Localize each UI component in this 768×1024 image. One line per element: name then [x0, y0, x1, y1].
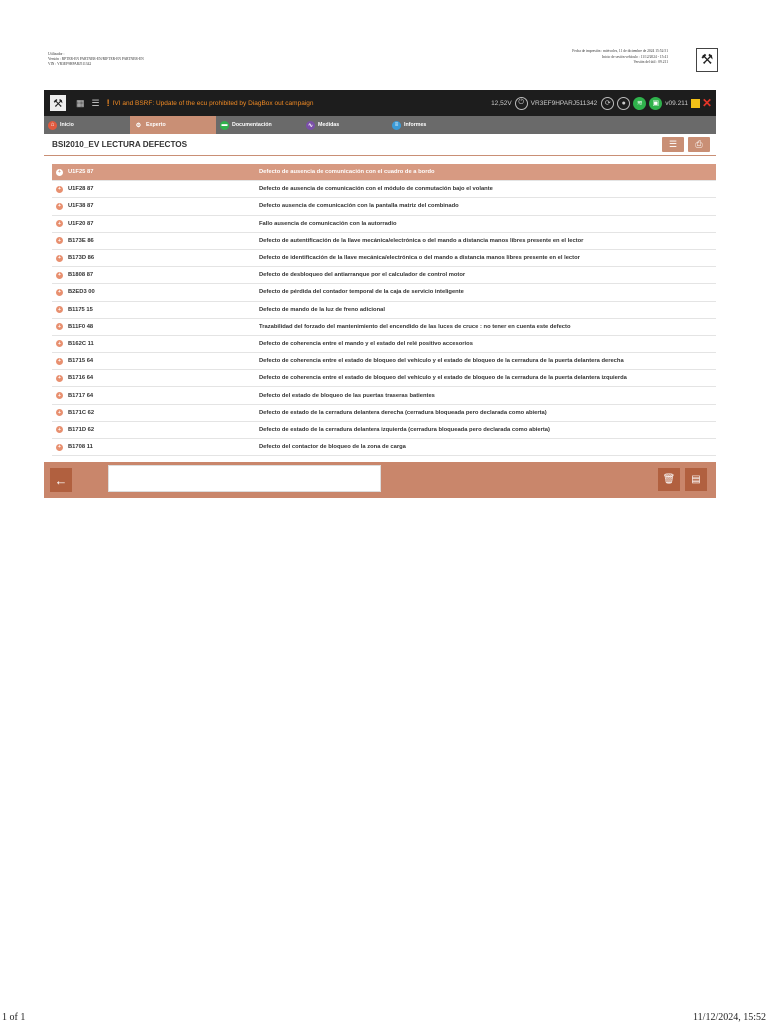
alert-message[interactable]: IVI and BSRF: Update of the ecu prohibited by DiagBox out campaign — [112, 99, 314, 107]
fault-description: Defecto de ausencia de comunicación con el módulo de conmutación bajo el volante — [259, 186, 493, 193]
tools-icon: ⚙ — [135, 122, 142, 129]
fault-code: B1716 64 — [68, 375, 94, 382]
fault-expand-icon[interactable]: + — [56, 220, 63, 227]
fault-description: Defecto de autentificación de la llave mecánica/electrónica o del mando a distancia manos libres presente en el lector — [259, 237, 584, 244]
fault-expand-icon[interactable]: + — [56, 444, 63, 451]
fault-description: Defecto de estado de la cerradura delantera izquierda (cerradura bloqueada pero declarada como abierta) — [259, 426, 550, 433]
nav-item-label: Medidas — [318, 122, 340, 128]
nav-item-medidas[interactable] — [302, 116, 388, 134]
print-header-user: Utilizador : — [48, 52, 65, 56]
delete-button[interactable] — [658, 468, 680, 491]
arrow-left-icon: ← — [54, 472, 68, 488]
fault-code: B1715 64 — [68, 358, 94, 365]
fault-description: Defecto de pérdida del contador temporal de la caja de servicio inteligente — [259, 289, 464, 296]
back-button[interactable] — [50, 468, 72, 492]
fault-row[interactable] — [52, 439, 716, 456]
grid-menu-icon[interactable]: ▦ — [76, 97, 85, 108]
title-actions — [662, 137, 710, 152]
fault-row[interactable] — [52, 267, 716, 284]
fault-row[interactable] — [52, 181, 716, 198]
fault-expand-icon[interactable]: + — [56, 237, 63, 244]
fault-row[interactable] — [52, 387, 716, 404]
print-header-print-date: Fecha de impresión : miércoles, 11 de diciembre de 2024 15:52:51 — [572, 49, 668, 53]
report-icon: ≡ — [392, 121, 401, 130]
fault-description: Defecto de ausencia de comunicación con el cuadro de a bordo — [259, 169, 435, 176]
print-header-version: Versión : RPTER-EN PARTNER-EN/RIFTER-EN PARTNER-EN — [48, 57, 144, 61]
fault-row[interactable] — [52, 370, 716, 387]
main-nav — [44, 116, 716, 134]
footer-bar — [44, 462, 716, 498]
fault-description: Defecto de desbloqueo del antiarranque por el calculador de control motor — [259, 272, 466, 279]
fault-description: Defecto del contactor de bloqueo de la zona de carga — [259, 444, 406, 451]
nav-item-label: Experto — [146, 122, 166, 128]
fault-description: Fallo ausencia de comunicación con la autorradio — [259, 220, 397, 227]
fault-row[interactable] — [52, 302, 716, 319]
fault-expand-icon[interactable]: + — [56, 392, 63, 399]
fault-code: U1F25 87 — [68, 169, 94, 176]
fault-code: B1717 64 — [68, 392, 94, 399]
power-icon[interactable]: ⏻ — [515, 97, 528, 110]
list-menu-icon[interactable]: ☰ — [91, 97, 100, 108]
nav-item-experto[interactable] — [130, 116, 216, 134]
nav-item-inicio[interactable] — [44, 116, 130, 134]
panel-icon: ▤ — [691, 474, 701, 485]
fault-table — [52, 164, 716, 456]
filter-list-icon: ☰ — [668, 139, 678, 149]
fault-code: B1808 87 — [68, 272, 94, 279]
page-title: BSI2010_EV LECTURA DEFECTOS — [52, 140, 188, 149]
lock-icon[interactable]: ▣ — [649, 97, 662, 110]
trash-icon: 🗑 — [662, 474, 676, 485]
fault-expand-icon[interactable]: + — [56, 323, 63, 330]
fault-row[interactable] — [52, 198, 716, 215]
fault-expand-icon[interactable]: + — [56, 306, 63, 313]
fault-row[interactable] — [52, 284, 716, 301]
fault-description: Defecto de identificación de la llave mecánica/electrónica o del mando a distancia manos libres presente en el lector — [259, 255, 580, 262]
fault-row[interactable] — [52, 336, 716, 353]
user-icon[interactable]: ● — [617, 97, 630, 110]
close-icon[interactable]: ✕ — [701, 96, 712, 110]
folder-icon: ▬ — [221, 122, 228, 128]
fault-expand-icon[interactable]: + — [56, 255, 63, 262]
warning-icon: ! — [106, 98, 110, 108]
fault-code: U1F28 87 — [68, 186, 94, 193]
nav-item-label: Inicio — [60, 122, 74, 128]
fault-row[interactable] — [52, 319, 716, 336]
fault-description: Defecto ausencia de comunicación con la pantalla matriz del combinado — [259, 203, 459, 210]
fault-row[interactable] — [52, 233, 716, 250]
nav-item-label: Documentación — [232, 122, 272, 128]
footer-input[interactable] — [108, 465, 381, 492]
minimize-button[interactable] — [691, 99, 700, 108]
fault-expand-icon[interactable]: + — [56, 203, 63, 210]
fault-expand-icon[interactable]: + — [56, 409, 63, 416]
fault-description: Defecto de mando de la luz de freno adicional — [259, 306, 385, 313]
print-header-tool-version: Versión del útil : 09.211 — [633, 60, 668, 65]
fault-expand-icon[interactable]: + — [56, 272, 63, 279]
refresh-icon[interactable]: ⟳ — [601, 97, 614, 110]
fault-row[interactable] — [52, 216, 716, 233]
fault-description: Defecto del estado de bloqueo de las puertas traseras batientes — [259, 392, 435, 399]
fault-description: Defecto de coherencia entre el mando y el estado del relé positivo accesorios — [259, 340, 473, 347]
fault-expand-icon[interactable]: + — [56, 289, 63, 296]
fault-row[interactable] — [52, 422, 716, 439]
print-header-session-start: Inicio de sesión vehículo : 11/12/2024 - 15:41 — [601, 54, 668, 59]
fault-row[interactable] — [52, 164, 716, 181]
page-count: 1 of 1 — [2, 1012, 26, 1023]
nav-item-label: Informes — [404, 122, 427, 128]
fault-code: B171D 62 — [68, 426, 95, 433]
print-header-left — [48, 52, 144, 67]
fault-expand-icon[interactable]: + — [56, 375, 63, 382]
fault-code: B11F0 48 — [68, 323, 94, 330]
print-header-right — [572, 49, 668, 66]
diagbox-app-logo-icon[interactable]: ⚒ — [50, 95, 66, 111]
fault-code: B1708 11 — [68, 444, 93, 451]
fault-code: B171C 62 — [68, 409, 95, 416]
fault-code: B173E 86 — [68, 237, 94, 244]
clear-faults-button[interactable] — [685, 468, 707, 491]
fault-description: Defecto de estado de la cerradura delantera derecha (cerradura bloqueada pero declarada como abierta) — [259, 409, 547, 416]
print-button[interactable] — [688, 137, 710, 152]
filter-button[interactable] — [662, 137, 684, 152]
fault-description: Defecto de coherencia entre el estado de bloqueo del vehículo y el estado de bloqueo de la cerradura de la puerta delantera izquierda — [259, 375, 627, 382]
fault-code: B1175 15 — [68, 306, 93, 313]
vehicle-vin: VR3EF9HPARJ511342 — [530, 99, 598, 107]
fault-row[interactable] — [52, 250, 716, 267]
fault-code: U1F20 87 — [68, 220, 94, 227]
fault-description: Trazabilidad del forzado del mantenimiento del encendido de las luces de cruce : no tener en cuenta este defecto — [259, 323, 571, 330]
fault-expand-icon[interactable]: + — [56, 426, 63, 433]
page-title-bar — [44, 134, 716, 156]
print-header-vin: VIN : VR3EF9HPARJ511342 — [48, 62, 92, 66]
wifi-icon[interactable]: ≋ — [633, 97, 646, 110]
print-header — [48, 48, 718, 74]
fault-expand-icon[interactable]: + — [56, 169, 63, 176]
print-timestamp: 11/12/2024, 15:52 — [693, 1012, 766, 1023]
fault-row[interactable] — [52, 405, 716, 422]
fault-row[interactable] — [52, 353, 716, 370]
home-icon: ⌂ — [48, 121, 57, 130]
diagbox-app — [44, 90, 716, 498]
nav-item-informes[interactable] — [388, 116, 474, 134]
fault-code: B173D 86 — [68, 255, 95, 262]
fault-description: Defecto de coherencia entre el estado de bloqueo del vehículo y el estado de bloqueo de la cerradura de la puerta delantera derecha — [259, 358, 624, 365]
top-bar — [44, 90, 716, 116]
fault-code: B2ED3 00 — [68, 289, 95, 296]
fault-code: U1F38 87 — [68, 203, 94, 210]
fault-code: B162C 11 — [68, 340, 94, 347]
software-version: v09.211 — [665, 99, 688, 107]
fault-expand-icon[interactable]: + — [56, 358, 63, 365]
print-icon: ⎙ — [695, 139, 703, 149]
diagbox-logo-icon: ⚒ — [696, 48, 718, 72]
fault-expand-icon[interactable]: + — [56, 340, 63, 347]
fault-expand-icon[interactable]: + — [56, 186, 63, 193]
battery-voltage: 12,52V — [491, 99, 512, 107]
nav-item-documentacion[interactable] — [216, 116, 302, 134]
waveform-icon: ∿ — [307, 122, 314, 129]
